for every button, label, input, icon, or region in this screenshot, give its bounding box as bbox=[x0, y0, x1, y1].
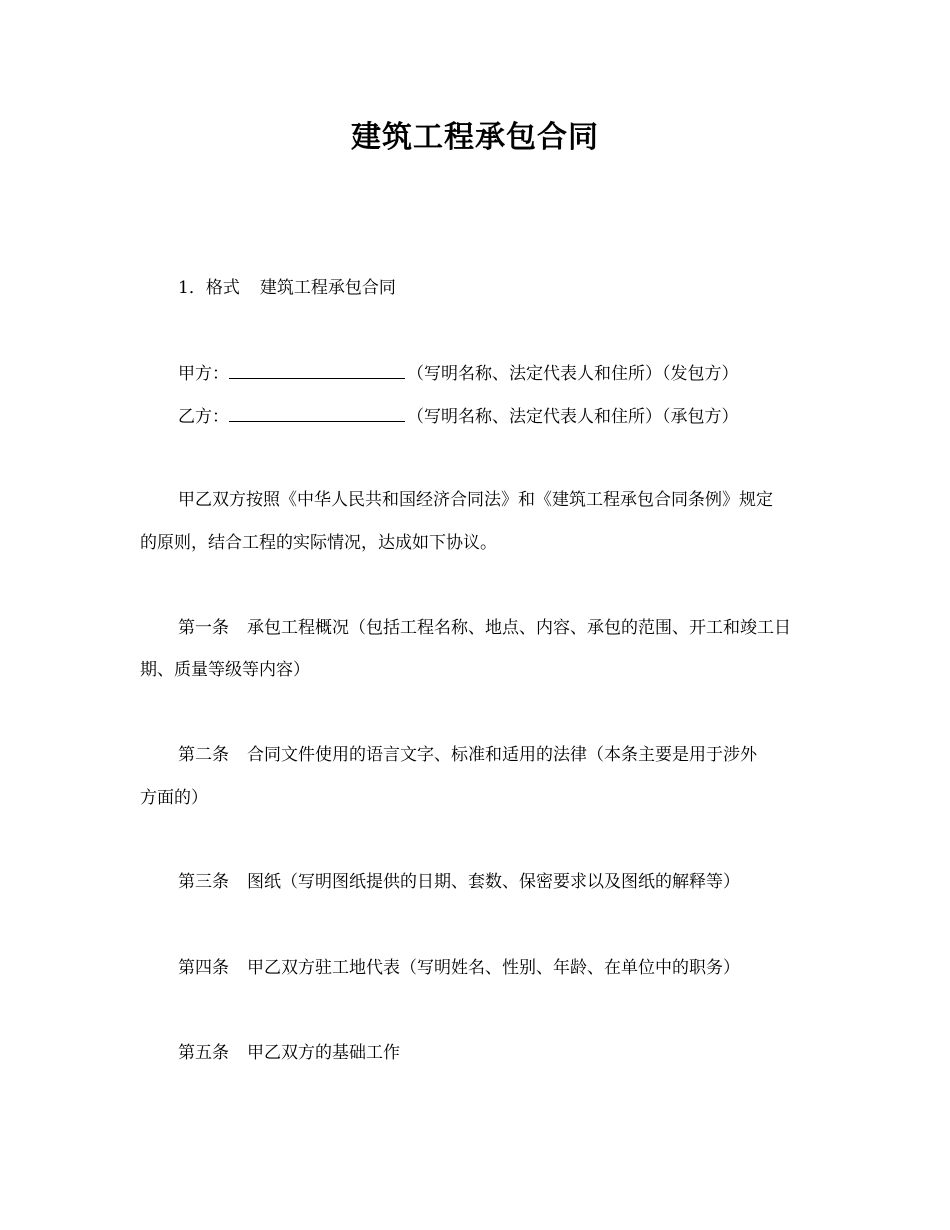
party-b-note: （写明名称、法定代表人和住所）（承包方） bbox=[407, 407, 739, 427]
party-b-label: 乙方： bbox=[178, 407, 229, 427]
article-1-line-1 bbox=[178, 616, 791, 640]
article-3-line bbox=[178, 870, 740, 894]
preamble-line-1: 甲乙双方按照《中华人民共和国经济合同法》和《建筑工程承包合同条例》规定 bbox=[178, 490, 773, 510]
article-1-line-2: 期、质量等级等内容） bbox=[140, 660, 310, 680]
format-name: 建筑工程承包合同 bbox=[259, 278, 396, 298]
article-2-line-2: 方面的） bbox=[140, 788, 208, 808]
article-5-line bbox=[178, 1041, 400, 1065]
party-a-line bbox=[178, 360, 739, 386]
document-title: 建筑工程承包合同 bbox=[351, 120, 599, 155]
party-a-note: （写明名称、法定代表人和住所）（发包方） bbox=[407, 364, 739, 384]
article-4-label: 第四条 bbox=[178, 958, 229, 978]
article-5-label: 第五条 bbox=[178, 1043, 229, 1063]
article-5-text: 甲乙双方的基础工作 bbox=[247, 1043, 400, 1063]
format-number: 1．格式 bbox=[178, 278, 240, 298]
preamble-line-2: 的原则，结合工程的实际情况，达成如下协议。 bbox=[140, 533, 497, 553]
article-1-text: 承包工程概况（包括工程名称、地点、内容、承包的范围、开工和竣工日 bbox=[247, 618, 791, 638]
party-a-blank bbox=[229, 360, 405, 379]
article-2-line-1 bbox=[178, 743, 757, 767]
article-3-label: 第三条 bbox=[178, 872, 229, 892]
article-2-text: 合同文件使用的语言文字、标准和适用的法律（本条主要是用于涉外 bbox=[247, 745, 757, 765]
party-b-line bbox=[178, 403, 739, 429]
party-b-blank bbox=[229, 403, 405, 422]
article-4-line bbox=[178, 956, 740, 980]
format-line bbox=[178, 276, 396, 300]
article-2-label: 第二条 bbox=[178, 745, 229, 765]
article-3-text: 图纸（写明图纸提供的日期、套数、保密要求以及图纸的解释等） bbox=[247, 872, 740, 892]
article-4-text: 甲乙双方驻工地代表（写明姓名、性别、年龄、在单位中的职务） bbox=[247, 958, 740, 978]
article-1-label: 第一条 bbox=[178, 618, 229, 638]
party-a-label: 甲方： bbox=[178, 364, 229, 384]
